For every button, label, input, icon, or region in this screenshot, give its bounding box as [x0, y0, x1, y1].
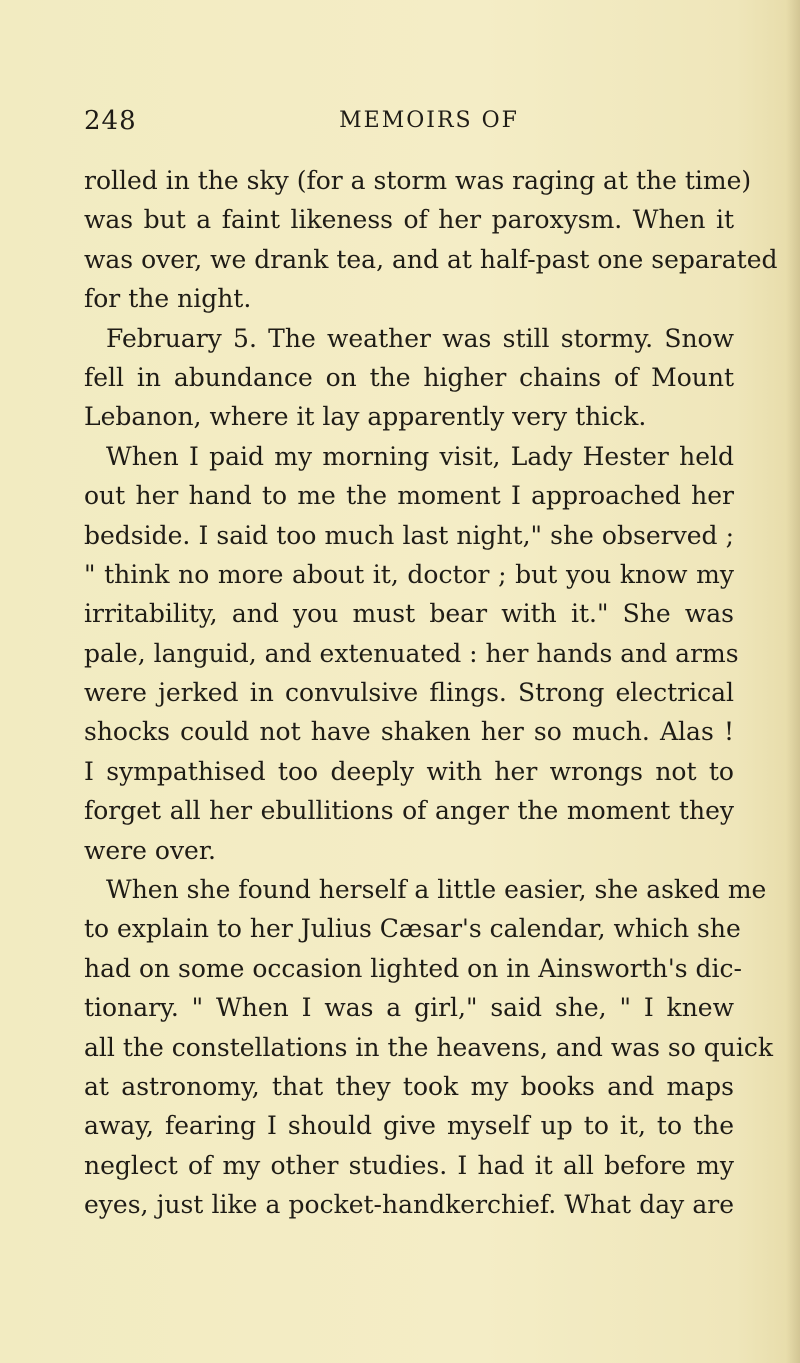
running-head — [84, 106, 734, 146]
text-line: shocks could not have shaken her so much. Alas ! — [84, 717, 734, 747]
text-line: fell in abundance on the higher chains of Mount — [84, 362, 734, 392]
page-number: 248 — [84, 106, 137, 136]
text-line: pale, languid, and extenuated : her hands and arms — [84, 638, 739, 668]
text-line: rolled in the sky (for a storm was raging at the time) — [84, 166, 752, 195]
text-line: were over. — [84, 835, 217, 865]
text-line: neglect of my other studies. I had it all before my — [84, 1150, 734, 1180]
text-line: bedside. I said too much last night," she observed ; — [84, 520, 734, 550]
text-line: February 5. The weather was still stormy. Snow — [106, 323, 734, 353]
running-title: MEMOIRS OF — [339, 108, 519, 133]
text-line: for the night. — [84, 284, 252, 314]
text-line: were jerked in convulsive flings. Strong electrical — [84, 678, 734, 708]
text-line: eyes, just like a pocket-handkerchief. What day are — [84, 1190, 734, 1220]
text-line: When I paid my morning visit, Lady Hester held — [106, 441, 734, 471]
text-line: at astronomy, that they took my books and maps — [84, 1071, 734, 1101]
body-text — [84, 161, 778, 1225]
text-line: forget all her ebullitions of anger the moment they — [84, 796, 734, 826]
text-line: out her hand to me the moment I approached her — [84, 481, 734, 511]
text-line: tionary. " When I was a girl," said she, " I knew — [84, 993, 734, 1023]
text-line: Lebanon, where it lay apparently very thick. — [84, 402, 647, 432]
page-edge-shadow — [786, 0, 800, 1363]
text-line: I sympathised too deeply with her wrongs not to — [84, 756, 734, 786]
text-line: was over, we drank tea, and at half-past one separated — [84, 244, 778, 274]
text-line: to explain to her Julius Cæsar's calendar, which she — [84, 914, 741, 944]
text-line: irritability, and you must bear with it." She was — [84, 599, 734, 629]
text-line: " think no more about it, doctor ; but you know my — [84, 559, 734, 589]
text-line: had on some occasion lighted on in Ainsworth's dic- — [84, 953, 742, 983]
text-line: all the constellations in the heavens, and was so quick — [84, 1032, 774, 1062]
text-line: was but a faint likeness of her paroxysm. When it — [84, 205, 734, 235]
text-line: When she found herself a little easier, she asked me — [106, 875, 767, 905]
text-line: away, fearing I should give myself up to it, to the — [84, 1111, 734, 1141]
